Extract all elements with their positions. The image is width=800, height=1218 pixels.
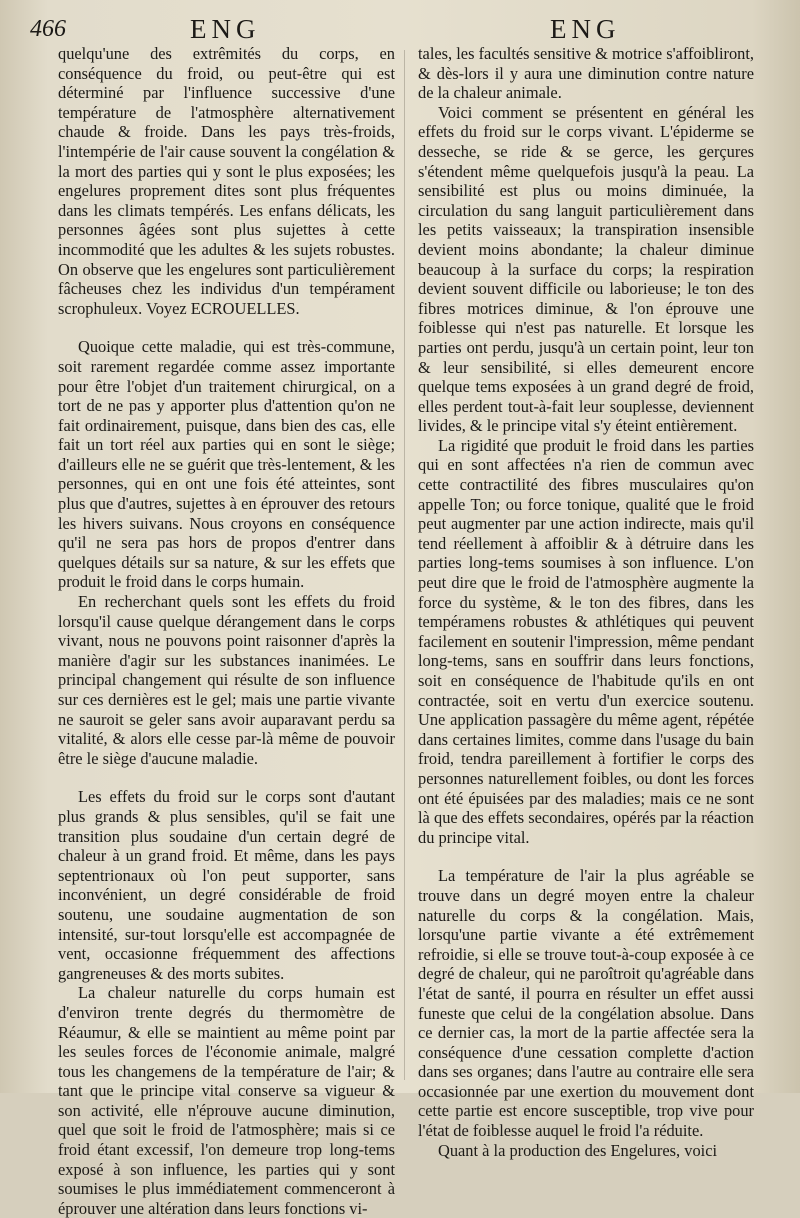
paragraph: La chaleur naturelle du corps humain est d'environ trente degrés du thermomètre de Réaumur, & elle se maintient au même point par les seules forces de l'économie animale, malgré tous les changemens de la température de l'air; & tant que le principe vital conserve sa vigueur & son activité, elle n'éprouve aucune diminution, quel que soit le froid de l'atmosphère; mais si ce froid étant excessif, l'on demeure trop long-tems exposé à son influence, les parties qui y sont soumises le plus immédiatement commenceront à éprouver une altération dans leurs fonctions vi- <box>58 983 395 1218</box>
right-column <box>418 44 754 1160</box>
paragraph: La rigidité que produit le froid dans les parties qui en sont affectées n'a rien de commun avec cette contractilité des fibres musculaires qu'on appelle Ton; ou force tonique, qualité que le froid peut augmenter par une action indirecte, mais qu'il tend réellement à affoiblir & à détruire dans les parties long-tems soumises à son influence. L'on peut dire que le froid de l'atmosphère augmente la force du système, & le ton des fibres, dans les tempéramens robustes & athlétiques qui peuvent facilement en soutenir l'impression, même pendant long-tems, sans en souffrir dans leurs fonctions, soit en conséquence de l'habitude qu'ils en ont contractée, soit en vertu d'un exercice soutenu. Une application passagère du même agent, répétée dans certaines limites, comme dans l'usage du bain froid, tendra pareillement à fortifier le corps des personnes naturellement foibles, ou dont les forces ont été épuisées par des maladies; mais ce ne sont là que des effets secondaires, opérés par la réaction du principe vital. <box>418 435 754 847</box>
page-header <box>30 14 770 44</box>
left-column <box>58 44 395 1218</box>
page-number: 466 <box>30 16 66 42</box>
paragraph: En recherchant quels sont les effets du froid lorsqu'il cause quelque dérangement dans le corps vivant, nous ne pouvons point raisonner d'après la manière d'agir sur les substances inanimées. Le principal changement qui résulte de son influence sur ces dernières est le gel; mais une partie vivante ne sauroit se geler sans avoir auparavant perdu sa vitalité, & alors elle cesse par-là même de pouvoir être le siège d'aucune maladie. <box>58 592 395 768</box>
paragraph: Quant à la production des Engelures, voici <box>438 1140 718 1160</box>
paragraph: La température de l'air la plus agréable se trouve dans un degré moyen entre la chaleur naturelle du corps & la congélation. Mais, lorsqu'une partie vivante a été extrêmement refroidie, si elle se trouve tout-à-coup exposée à ce degré de chaleur, qui ne paroîtroit qu'agréable dans l'état de santé, il pourra en résulter un effet aussi funeste que celui de la congélation absolue. Dans ce dernier cas, la mort de la partie affectée sera la conséquence d'une cessation complette d'action dans ses organes; dans l'autre au contraire elle sera occasionnée par une exertion du mouvement dont cette partie est encore susceptible, trop vive pour l'état de foiblesse auquel le froid l'a réduite. <box>418 866 754 1141</box>
paragraph: quelqu'une des extrêmités du corps, en conséquence du froid, ou peut-être qui est déterminé par l'influence successive d'une température de l'atmosphère alternativement chaude & froide. Dans les pays très-froids, l'intempérie de l'air cause souvent la congélation & la mort des parties qui y sont le plus exposées; les engelures proprement dites sont plus fréquentes dans les climats tempérés. Les enfans délicats, les personnes âgées sont plus sujettes à cette incommodité que les adultes & les sujets robustes. On observe que les engelures sont particulièrement fâcheuses chez les individus d'un tempérament scrophuleux. Voyez ECROUELLES. <box>58 44 395 318</box>
running-head-left: ENG <box>190 14 261 44</box>
paragraph: Voici comment se présentent en général les effets du froid sur le corps vivant. L'épiderme se desseche, se ride & se gerce, les gerçures s'étendent même quelquefois jusqu'à la peau. La sensibilité est plus ou moins diminuée, la circulation du sang languit particulièrement dans les petits vaisseaux; la transpiration insensible devient moins abondante; la chaleur diminue beaucoup à la surface du corps; la respiration devient souvent difficile ou laborieuse; le ton des fibres motrices diminue, & l'on éprouve une foiblesse qui n'est pas naturelle. Et lorsque les parties ont perdu, jusqu'à un certain point, leur ton & leur sensibilité, si elles demeurent encore quelque tems exposées à un grand degré de froid, elles perdent tout-à-fait leur souplesse, deviennent livides, & le principe vital s'y éteint entièrement. <box>418 102 754 436</box>
running-head-right: ENG <box>550 14 621 44</box>
paragraph: Quoique cette maladie, qui est très-commune, soit rarement regardée comme assez importante pour être l'objet d'un traitement chirurgical, on a tort de ne pas y apporter plus d'attention qu'on ne fait ordinairement, puisque, dans bien des cas, elle fait un tort réel aux parties qui en sont le siège; d'ailleurs elle ne se guérit que très-lentement, & les personnes, qui en ont une fois été atteintes, sont plus que d'autres, sujettes à en éprouver des retours les hivers suivans. Nous croyons en conséquence qu'il ne sera pas hors de propos d'entrer dans quelques détails sur sa nature, & sur les effets que produit le froid dans le corps humain. <box>58 337 395 592</box>
paragraph: Les effets du froid sur le corps sont d'autant plus grands & plus sensibles, qu'il se fait une transition plus soudaine d'un certain degré de chaleur à un grand froid. Et même, dans les pays septentrionaux où l'on peut supporter, sans inconvénient, un degré considérable de froid soutenu, une soudaine augmentation de son intensité, sur-tout lorsqu'elle est accompagnée de vent, occasionne fréquemment des affections gangreneuses & des morts subites. <box>58 787 395 983</box>
paragraph: tales, les facultés sensitive & motrice s'affoibliront, & dès-lors il y aura une diminution contre nature de la chaleur animale. <box>418 44 754 103</box>
column-divider <box>404 50 405 1080</box>
